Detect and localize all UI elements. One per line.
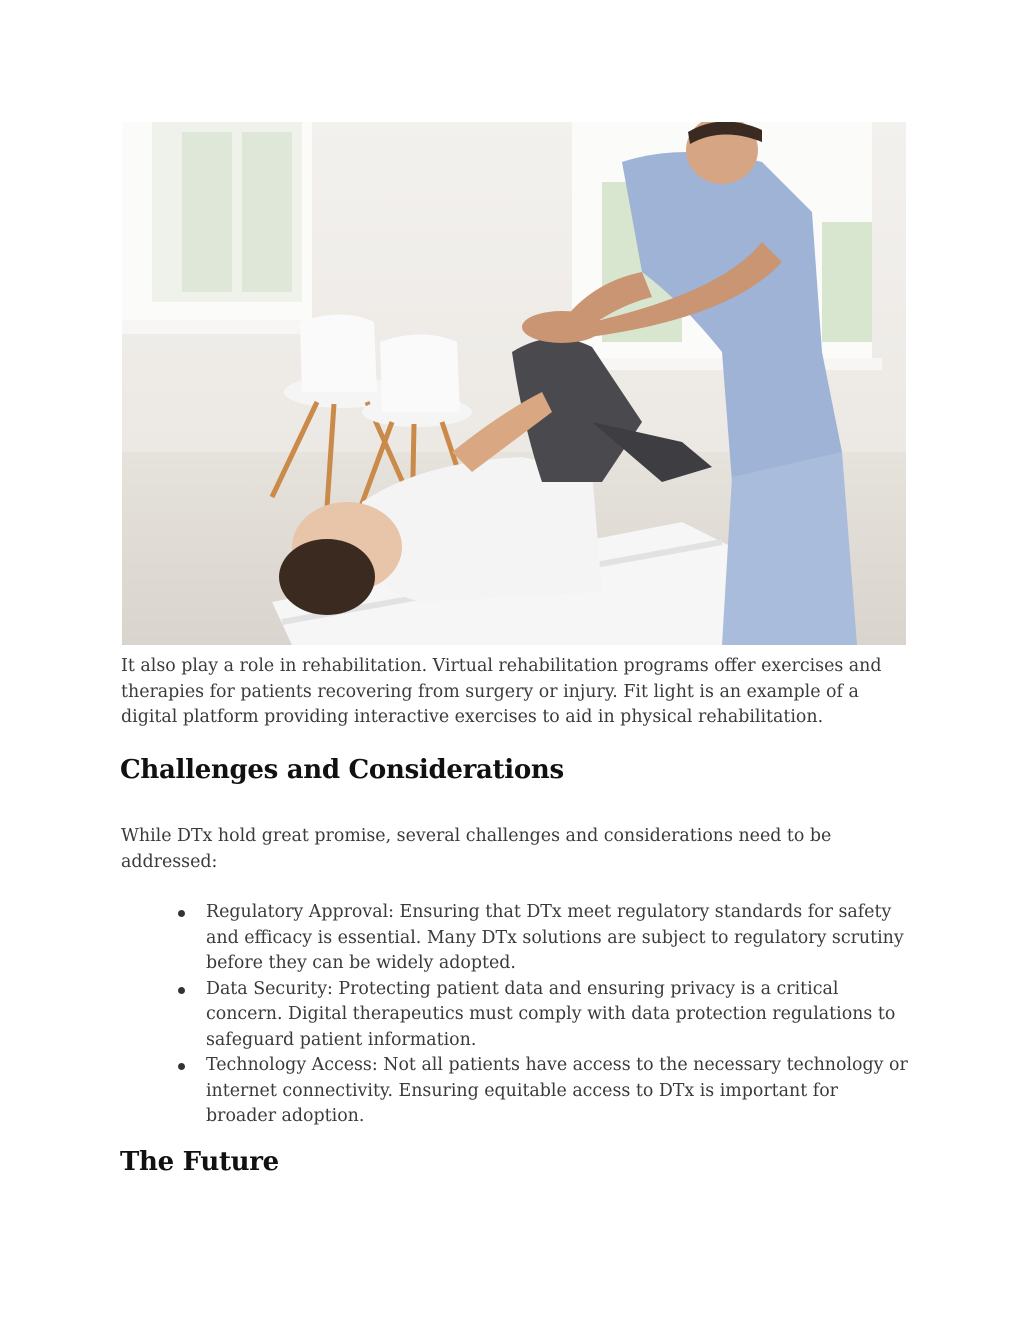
- bullet-icon: [178, 987, 185, 994]
- rehabilitation-photo: [122, 122, 906, 645]
- list-item: [178, 1053, 908, 1130]
- list-item-text: Technology Access: Not all patients have access to the necessary technology or internet connectivity. Ensuring equitable access to DTx is important for broader adoption.: [206, 1055, 908, 1126]
- rehabilitation-paragraph: It also play a role in rehabilitation. Virtual rehabilitation programs offer exercises and therapies for patients recovering from surgery or injury. Fit light is an example of a digital platform providing interactive exercises to aid in physical rehabilitation.: [121, 656, 882, 727]
- future-heading: The Future: [120, 1147, 279, 1177]
- list-item: [178, 900, 908, 977]
- bullet-icon: [178, 1063, 185, 1070]
- list-item-text: Regulatory Approval: Ensuring that DTx meet regulatory standards for safety and efficacy is essential. Many DTx solutions are subject to regulatory scrutiny before they can be widely adopted.: [206, 902, 904, 973]
- challenges-heading: Challenges and Considerations: [120, 755, 564, 785]
- challenges-intro-paragraph: While DTx hold great promise, several challenges and considerations need to be addressed:: [121, 826, 832, 872]
- list-item: [178, 977, 908, 1054]
- bullet-icon: [178, 910, 185, 917]
- challenges-list: [178, 900, 908, 1130]
- list-item-text: Data Security: Protecting patient data and ensuring privacy is a critical concern. Digital therapeutics must comply with data protection regulations to safeguard patient information.: [206, 978, 896, 1050]
